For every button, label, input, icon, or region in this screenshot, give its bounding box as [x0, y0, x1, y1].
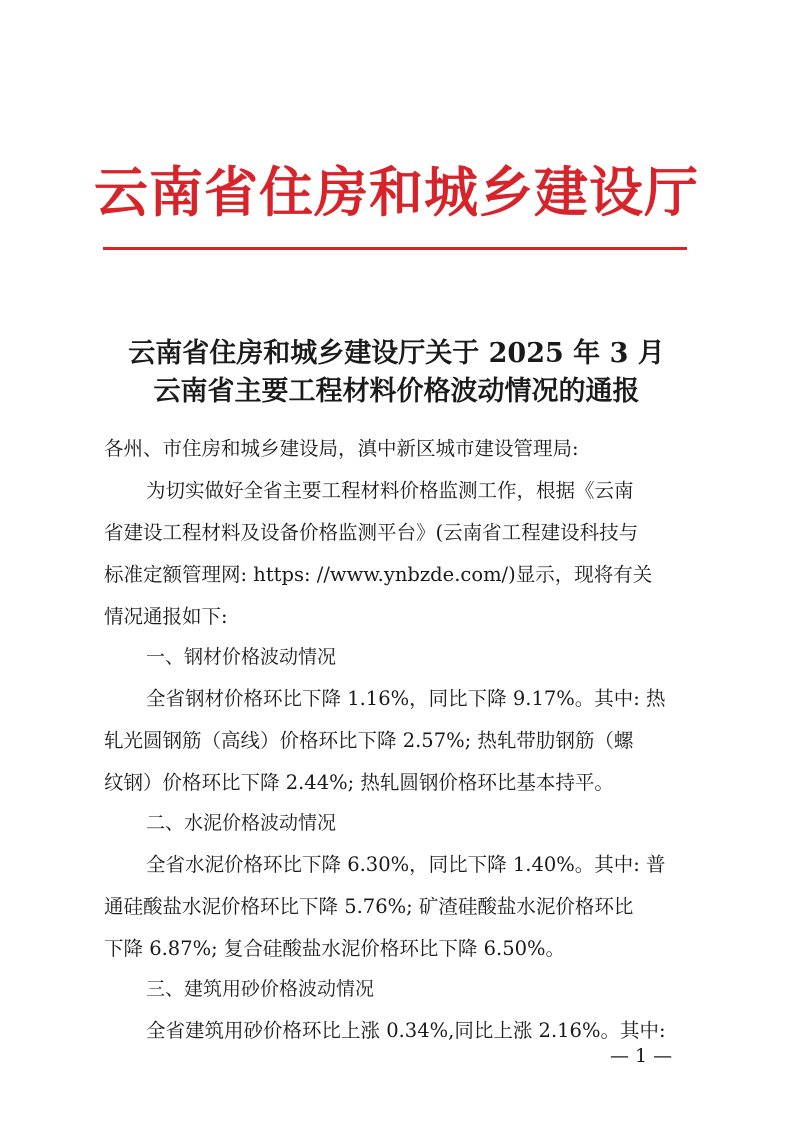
section-heading-cement: 二、水泥价格波动情况: [146, 812, 337, 834]
agency-masthead: 云南省住房和城乡建设厅: [94, 161, 699, 224]
intro-line-4: 情况通报如下:: [104, 605, 228, 628]
cement-line-1: 全省水泥价格环比下降 6.30%，同比下降 1.40%。其中: 普: [146, 853, 666, 876]
steel-line-2: 轧光圆钢筋（高线）价格环比下降 2.57%; 热轧带肋钢筋（螺: [104, 729, 634, 752]
cement-line-2: 通硅酸盐水泥价格环比下降 5.76%; 矿渣硅酸盐水泥价格环比: [104, 895, 634, 918]
steel-line-3: 纹钢）价格环比下降 2.44%; 热轧圆钢价格环比基本持平。: [104, 771, 614, 794]
intro-line-1: 为切实做好全省主要工程材料价格监测工作，根据《云南: [146, 479, 634, 502]
masthead-red-rule: [103, 247, 687, 250]
sand-line-1: 全省建筑用砂价格环比上涨 0.34%,同比上涨 2.16%。其中:: [146, 1019, 666, 1042]
section-heading-sand: 三、建筑用砂价格波动情况: [146, 978, 375, 1000]
document-title-line-1: 云南省住房和城乡建设厅关于 2025 年 3 月: [128, 338, 665, 369]
salutation: 各州、市住房和城乡建设局，滇中新区城市建设管理局:: [104, 437, 579, 460]
intro-line-2: 省建设工程材料及设备价格监测平台》(云南省工程建设科技与: [104, 521, 639, 544]
section-heading-steel: 一、钢材价格波动情况: [146, 646, 337, 668]
intro-line-3: 标准定额管理网: https: //www.ynbzde.com/)显示，现将有关: [104, 563, 653, 586]
steel-line-1: 全省钢材价格环比下降 1.16%，同比下降 9.17%。其中: 热: [146, 687, 666, 710]
page-number: — 1 —: [610, 1045, 673, 1067]
document-title-line-2: 云南省主要工程材料价格波动情况的通报: [153, 376, 640, 407]
cement-line-3: 下降 6.87%; 复合硅酸盐水泥价格环比下降 6.50%。: [104, 937, 566, 960]
